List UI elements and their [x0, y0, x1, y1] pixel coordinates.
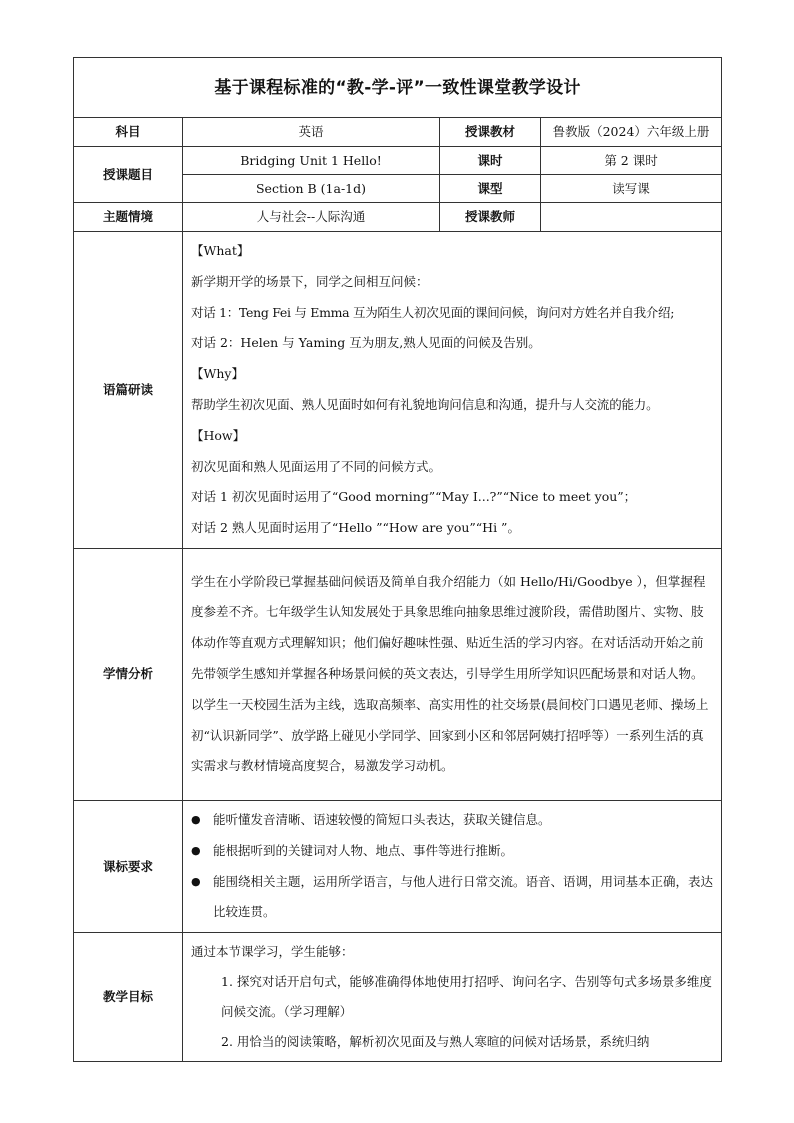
objective-text: 用恰当的阅读策略，解析初次见面及与熟人寒暄的问候对话场景，系统归纳 — [236, 1034, 650, 1050]
objective-number: 1. — [221, 974, 233, 990]
bullet-icon: ● — [191, 843, 201, 857]
objectives-intro: 通过本节课学习，学生能够： — [191, 944, 354, 960]
text-study-line: 初次见面和熟人见面运用了不同的问候方式。 — [191, 458, 442, 474]
period-label: 课时 — [440, 147, 541, 175]
lesson-plan-page — [73, 57, 721, 1062]
text-study-line: 对话 1 初次见面时运用了“Good morning”“May I...?”“Nice to meet you”； — [191, 489, 637, 505]
standards-item-text: 能听懂发音清晰、语速较慢的简短口头表达，获取关键信息。 — [213, 811, 551, 827]
material-value: 鲁教版（2024）六年级上册 — [541, 118, 722, 147]
text-study-label: 语篇研读 — [74, 232, 183, 549]
objective-text: 探究对话开启句式，能够准确得体地使用打招呼、询问名字、告别等句式多场景多维度问候交流。（学习理解） — [221, 974, 712, 1020]
learner-analysis-label: 学情分析 — [74, 548, 183, 800]
teacher-label: 授课教师 — [440, 203, 541, 232]
material-label: 授课教材 — [440, 118, 541, 147]
subject-value: 英语 — [183, 118, 440, 147]
text-study-line: 对话 1：Teng Fei 与 Emma 互为陌生人初次见面的课间问候，询问对方姓名并自我介绍; — [191, 304, 675, 320]
standards-item-text: 能围绕相关主题，运用所学语言，与他人进行日常交流。语音、语调，用词基本正确，表达比较连贯。 — [213, 873, 714, 920]
objective-item — [191, 967, 713, 1027]
type-label: 课型 — [440, 175, 541, 203]
lesson-plan-table — [73, 57, 722, 1062]
text-study-line: 【Why】 — [191, 366, 244, 382]
theme-label: 主题情境 — [74, 203, 183, 232]
teacher-value — [541, 203, 722, 232]
text-study-line: 对话 2 熟人见面时运用了“Hello ”“How are you”“Hi ”。 — [191, 520, 520, 536]
text-study-line: 【What】 — [191, 243, 250, 258]
bullet-icon: ● — [191, 874, 201, 888]
standards-item — [191, 836, 713, 867]
learner-analysis-text: 学生在小学阶段已掌握基础问候语及简单自我介绍能力（如 Hello/Hi/Goodbye ），但掌握程度参差不齐。七年级学生认知发展处于具象思维向抽象思维过渡阶段，需借助图片、实物、肢体动作等直观方式理解知识；他们偏好趣味性强、贴近生活的学习内容。在对话活动开始之前先带领学生感知并掌握各种场景问候的英文表达，引导学生用所学知识匹配场景和对话人物。以学生一天校园生活为主线，选取高频率、高实用性的社交场景(晨间校门口遇见老师、操场上初“认识新同学”、放学路上碰见小学同学、回家到小区和邻居阿姨打招呼等）一系列生活的真实需求与教材情境高度契合，易激发学习动机。 — [191, 573, 709, 774]
subject-label: 科目 — [74, 118, 183, 147]
standards-item — [191, 867, 713, 929]
text-study-line: 新学期开学的场景下，同学之间相互问候： — [191, 273, 429, 289]
topic-label: 授课题目 — [74, 147, 183, 203]
standards-item-text: 能根据听到的关键词对人物、地点、事件等进行推断。 — [213, 842, 514, 858]
objectives-label: 教学目标 — [74, 933, 183, 1062]
standards-label: 课标要求 — [74, 800, 183, 932]
text-study-line: 对话 2：Helen 与 Yaming 互为朋友,熟人见面的问候及告别。 — [191, 335, 541, 351]
objective-number: 2. — [221, 1034, 233, 1050]
standards-item — [191, 805, 713, 836]
text-study-line: 【How】 — [191, 427, 246, 443]
standards-content — [183, 800, 722, 932]
text-study-content — [183, 232, 722, 549]
text-study-line: 帮助学生初次见面、熟人见面时如何有礼貌地询问信息和沟通，提升与人交流的能力。 — [191, 396, 659, 412]
type-value: 读写课 — [541, 175, 722, 203]
document-title: 基于课程标准的“教-学-评”一致性课堂教学设计 — [74, 58, 722, 118]
topic-line1: Bridging Unit 1 Hello! — [183, 147, 440, 175]
learner-analysis-content — [183, 548, 722, 800]
period-value: 第 2 课时 — [541, 147, 722, 175]
objective-item — [191, 1027, 713, 1057]
objectives-content — [183, 933, 722, 1062]
topic-line2: Section B (1a-1d) — [183, 175, 440, 203]
theme-value: 人与社会--人际沟通 — [183, 203, 440, 232]
bullet-icon: ● — [191, 812, 201, 826]
